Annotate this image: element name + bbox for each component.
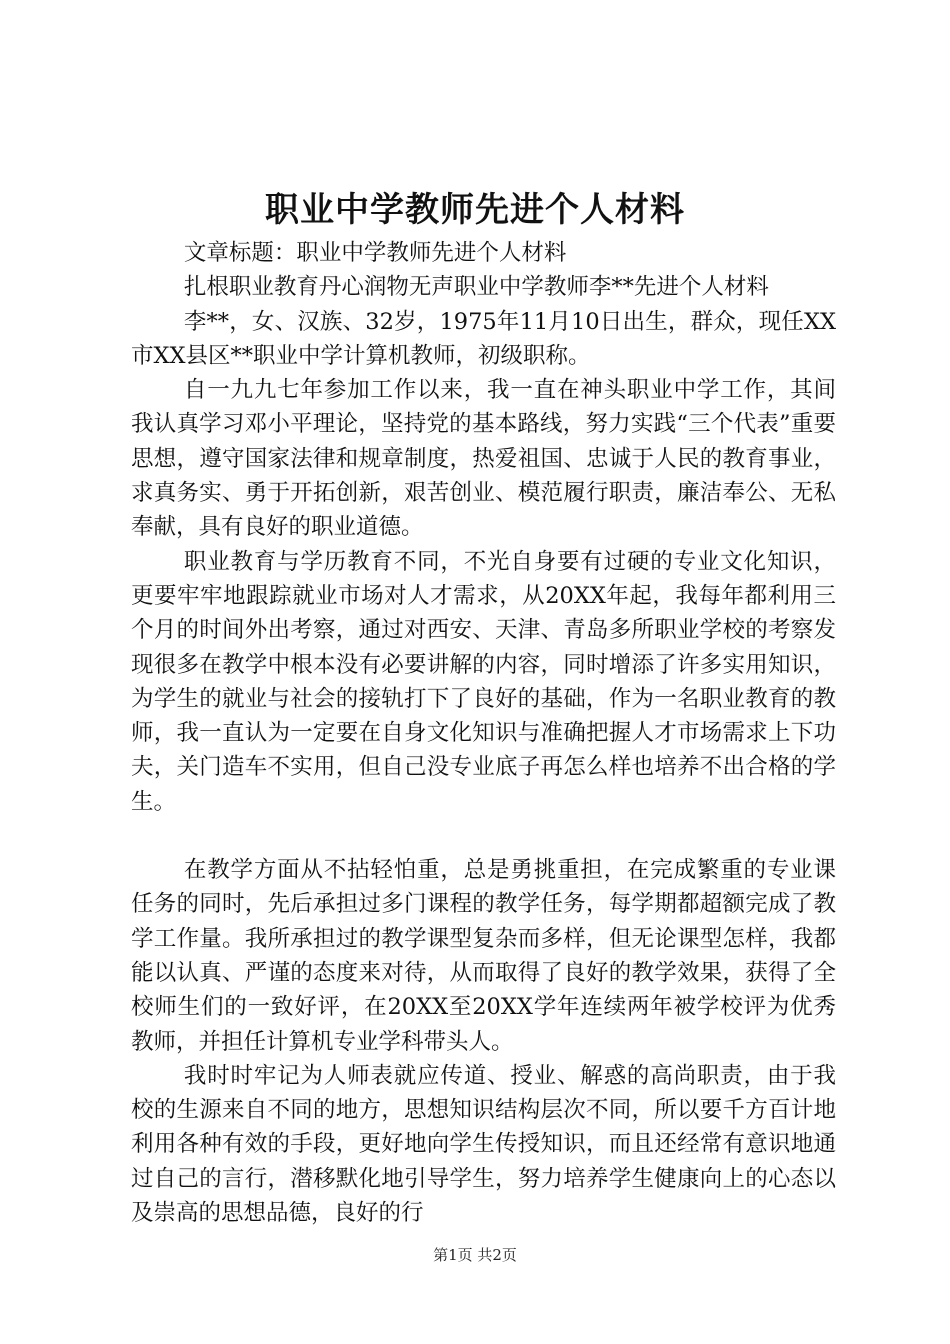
body-paragraph-responsibility: 我时时牢记为人师表就应传道、授业、解惑的高尚职责，由于我校的生源来自不同的地方，思想知识结构层次不同，所以要千方百计地利用各种有效的手段，更好地向学生传授知识，而且还经常有意识地通过自己的言行，潜移默化地引导学生，努力培养学生健康向上的心态以及崇高的思想品德，良好的行 xyxy=(131,1062,836,1227)
document-title: 职业中学教师先进个人材料 xyxy=(265,190,685,230)
subtitle-paragraph: 扎根职业教育丹心润物无声职业中学教师李**先进个人材料 xyxy=(183,274,769,301)
body-paragraph-vocational-education: 职业教育与学历教育不同，不光自身要有过硬的专业文化知识，更要牢牢地跟踪就业市场对人才需求，从20XX年起，我每年都利用三个月的时间外出考察，通过对西安、天津、青岛多所职业学校的考察发现很多在教学中根本没有必要讲解的内容，同时增添了许多实用知识，为学生的就业与社会的接轨打下了良好的基础，作为一名职业教育的教师，我一直认为一定要在自身文化知识与准确把握人才市场需求上下功夫，关门造车不实用，但自己没专业底子再怎么样也培养不出合格的学生。 xyxy=(131,548,836,815)
document-body xyxy=(131,236,836,1230)
paragraph-spacer xyxy=(131,819,836,853)
profile-paragraph: 李**，女、汉族、32岁，1975年11月10日出生，群众，现任XX市XX县区**职业中学计算机教师，初级职称。 xyxy=(131,308,836,369)
article-title-line: 文章标题：职业中学教师先进个人材料 xyxy=(183,240,567,266)
body-paragraph-teaching: 在教学方面从不拈轻怕重，总是勇挑重担，在完成繁重的专业课任务的同时，先后承担过多门课程的教学任务，每学期都超额完成了教学工作量。我所承担过的教学课型复杂而多样，但无论课型怎样，我都能以认真、严谨的态度来对待，从而取得了良好的教学效果，获得了全校师生们的一致好评，在20XX至20XX学年连续两年被学校评为优秀教师，并担任计算机专业学科带头人。 xyxy=(131,857,836,1055)
body-paragraph-work-history: 自一九九七年参加工作以来，我一直在神头职业中学工作，其间我认真学习邓小平理论，坚持党的基本路线，努力实践“三个代表”重要思想，遵守国家法律和规章制度，热爱祖国、忠诚于人民的教育事业，求真务实、勇于开拓创新，艰苦创业、模范履行职责，廉洁奉公、无私奉献，具有良好的职业道德。 xyxy=(131,377,836,541)
page-number-footer: 第1页 共2页 xyxy=(433,1246,517,1264)
